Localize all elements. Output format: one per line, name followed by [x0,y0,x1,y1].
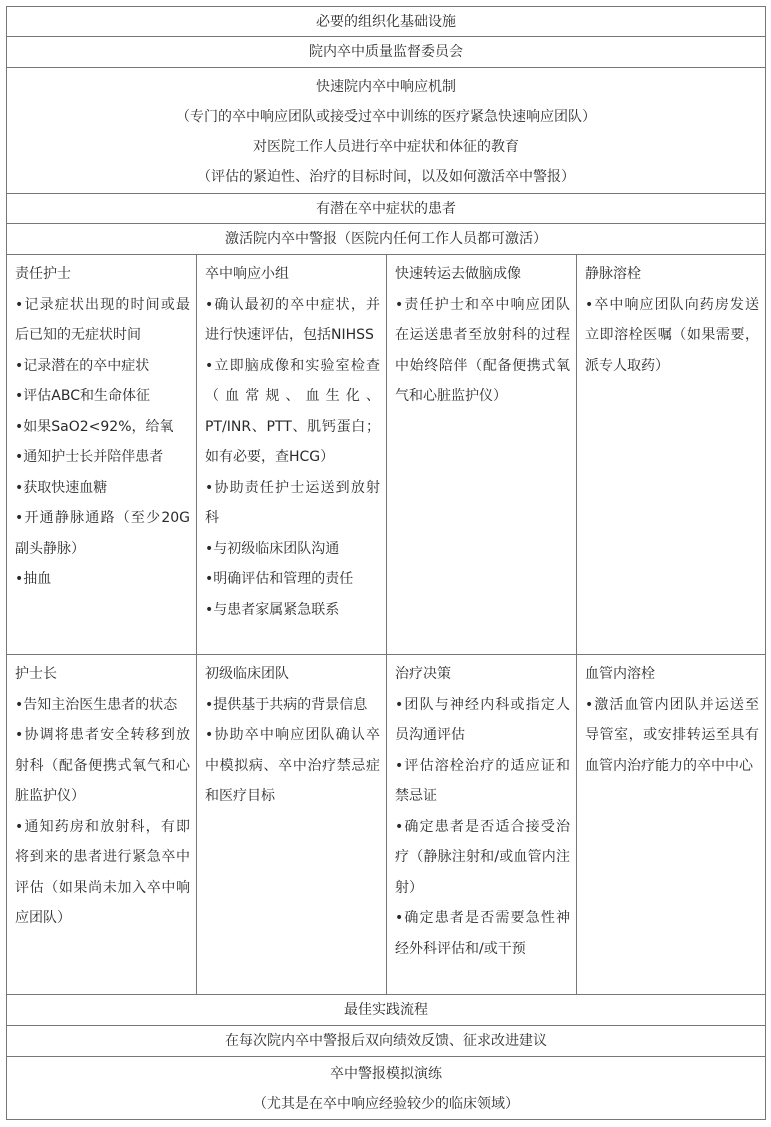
cell-responsible-nurse [7,255,197,654]
list-item: •责任护士和卒中响应团队在运送患者至放射科的过程中始终陪伴（配备便携式氧气和心脏监护仪） [395,296,570,404]
role-grid-bottom [7,655,765,995]
patient-row: 有潜在卒中症状的患者 [7,194,765,224]
cell-heading: 快速转运去做脑成像 [395,266,521,282]
cell-heading: 治疗决策 [395,666,451,682]
cell-heading: 初级临床团队 [205,666,289,682]
list-item: •与初级临床团队沟通 [205,540,340,557]
cell-endovascular [577,655,765,994]
list-item: •评估溶栓治疗的适应证和禁忌证 [395,757,570,804]
list-item: •确定患者是否适合接受治疗（静脉注射和/或血管内注射） [395,818,570,896]
list-item: •协调将患者安全转移到放射科（配备便携式氧气和心脏监护仪） [15,727,190,804]
list-item: •告知主治医生患者的状态 [15,696,178,713]
mechanism-line: （专门的卒中响应团队或接受过卒中训练的医疗紧急快速响应团队） [176,109,596,125]
protocol-table [6,6,766,1120]
mechanism-line: 对医院工作人员进行卒中症状和体征的教育 [253,139,519,155]
cell-heading: 血管内溶栓 [585,666,655,682]
list-item: •协助责任护士运送到放射科 [205,479,380,526]
list-item: •获取快速血糖 [15,479,108,496]
list-item: •团队与神经内科或指定人员沟通评估 [395,696,570,743]
quality-committee: 院内卒中质量监督委员会 [7,37,765,68]
list-item: •记录症状出现的时间或最后已知的无症状时间 [15,296,190,343]
best-practice-row: 最佳实践流程 [7,995,765,1026]
response-mechanism [7,68,765,194]
list-item: •明确评估和管理的责任 [205,571,354,587]
drill-row [7,1057,765,1120]
cell-rapid-transport [387,255,577,654]
section-title: 必要的组织化基础设施 [7,7,765,37]
cell-treatment-decision [387,655,577,994]
mechanism-line: （评估的紧迫性、治疗的目标时间，以及如何激活卒中警报） [197,169,575,185]
list-item: •立即脑成像和实验室检查（血常规、血生化、PT/INR、PTT、肌钙蛋白；如有必要，查HCG） [205,357,380,465]
list-item: •与患者家属紧急联系 [205,601,340,618]
cell-iv-thrombolysis [577,255,765,654]
list-item: •记录潜在的卒中症状 [15,357,150,374]
list-item: •如果SaO2<92%，给氧 [15,418,174,435]
mechanism-line: 快速院内卒中响应机制 [316,79,456,95]
cell-heading: 责任护士 [15,266,71,282]
list-item: •评估ABC和生命体征 [15,388,150,404]
role-grid-top [7,255,765,655]
cell-heading: 护士长 [15,666,57,682]
list-item: •激活血管内团队并运送至导管室，或安排转运至具有血管内治疗能力的卒中中心 [585,696,759,774]
list-item: •开通静脉通路（至少20G副头静脉） [15,510,190,557]
cell-primary-team [197,655,387,994]
list-item: •提供基于共病的背景信息 [205,696,368,713]
list-item: •通知护士长并陪伴患者 [15,449,164,465]
list-item: •抽血 [15,571,52,587]
drill-line: 卒中警报模拟演练 [330,1066,442,1082]
cell-heading: 卒中响应小组 [205,266,289,282]
list-item: •卒中响应团队向药房发送立即溶栓医嘱（如果需要，派专人取药） [585,296,759,374]
list-item: •确定患者是否需要急性神经外科评估和/或干预 [395,910,570,957]
cell-head-nurse [7,655,197,994]
cell-heading: 静脉溶栓 [585,266,641,282]
cell-stroke-response-team [197,255,387,654]
list-item: •确认最初的卒中症状，并进行快速评估，包括NIHSS [205,296,380,343]
activate-alert-row: 激活院内卒中警报（医院内任何工作人员都可激活） [7,224,765,255]
drill-line: （尤其是在卒中响应经验较少的临床领域） [253,1096,519,1112]
list-item: •协助卒中响应团队确认卒中模拟病、卒中治疗禁忌症和医疗目标 [205,727,380,804]
feedback-row: 在每次院内卒中警报后双向绩效反馈、征求改进建议 [7,1026,765,1057]
list-item: •通知药房和放射科，有即将到来的患者进行紧急卒中评估（如果尚未加入卒中响应团队） [15,818,190,926]
